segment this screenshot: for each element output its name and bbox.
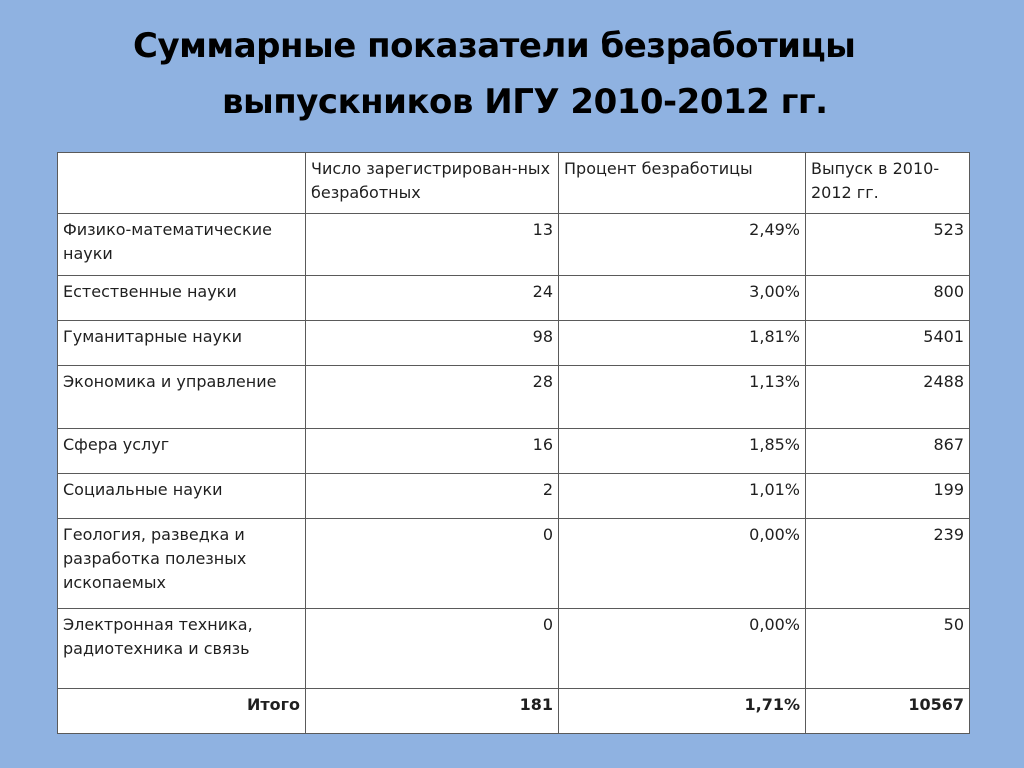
slide-title-line-1: Суммарные показатели безработицы (133, 26, 856, 66)
header-cell-empty (58, 153, 306, 214)
total-percent: 1,71% (559, 689, 806, 734)
row-name: Естественные науки (58, 276, 306, 321)
row-name: Гуманитарные науки (58, 321, 306, 366)
table-row (58, 276, 970, 321)
row-name: Электронная техника, радиотехника и связь (58, 609, 306, 689)
row-name: Экономика и управление (58, 366, 306, 429)
header-cell-graduates: Выпуск в 2010-2012 гг. (806, 153, 970, 214)
row-registered: 2 (306, 474, 559, 519)
row-percent: 1,01% (559, 474, 806, 519)
row-graduates: 800 (806, 276, 970, 321)
row-name: Физико-математические науки (58, 214, 306, 276)
header-cell-registered: Число зарегистрирован-ных безработных (306, 153, 559, 214)
table-row (58, 609, 970, 689)
row-registered: 0 (306, 609, 559, 689)
table-row (58, 429, 970, 474)
row-name: Геология, разведка и разработка полезных ископаемых (58, 519, 306, 609)
row-graduates: 5401 (806, 321, 970, 366)
row-registered: 28 (306, 366, 559, 429)
table-header-row (58, 153, 970, 214)
table-row (58, 519, 970, 609)
unemployment-table (57, 152, 970, 734)
row-percent: 3,00% (559, 276, 806, 321)
row-graduates: 50 (806, 609, 970, 689)
table-row (58, 366, 970, 429)
table-row (58, 321, 970, 366)
row-percent: 0,00% (559, 609, 806, 689)
row-graduates: 199 (806, 474, 970, 519)
table-row (58, 214, 970, 276)
total-graduates: 10567 (806, 689, 970, 734)
row-graduates: 867 (806, 429, 970, 474)
row-graduates: 239 (806, 519, 970, 609)
row-registered: 98 (306, 321, 559, 366)
row-registered: 0 (306, 519, 559, 609)
row-graduates: 2488 (806, 366, 970, 429)
total-label: Итого (58, 689, 306, 734)
header-cell-percent: Процент безработицы (559, 153, 806, 214)
table-row (58, 474, 970, 519)
row-name: Социальные науки (58, 474, 306, 519)
row-percent: 1,81% (559, 321, 806, 366)
row-percent: 0,00% (559, 519, 806, 609)
row-percent: 1,13% (559, 366, 806, 429)
row-graduates: 523 (806, 214, 970, 276)
row-percent: 1,85% (559, 429, 806, 474)
total-registered: 181 (306, 689, 559, 734)
row-registered: 24 (306, 276, 559, 321)
row-registered: 16 (306, 429, 559, 474)
row-registered: 13 (306, 214, 559, 276)
table-total-row (58, 689, 970, 734)
row-name: Сфера услуг (58, 429, 306, 474)
row-percent: 2,49% (559, 214, 806, 276)
slide-title-line-2: выпускников ИГУ 2010-2012 гг. (222, 82, 828, 122)
